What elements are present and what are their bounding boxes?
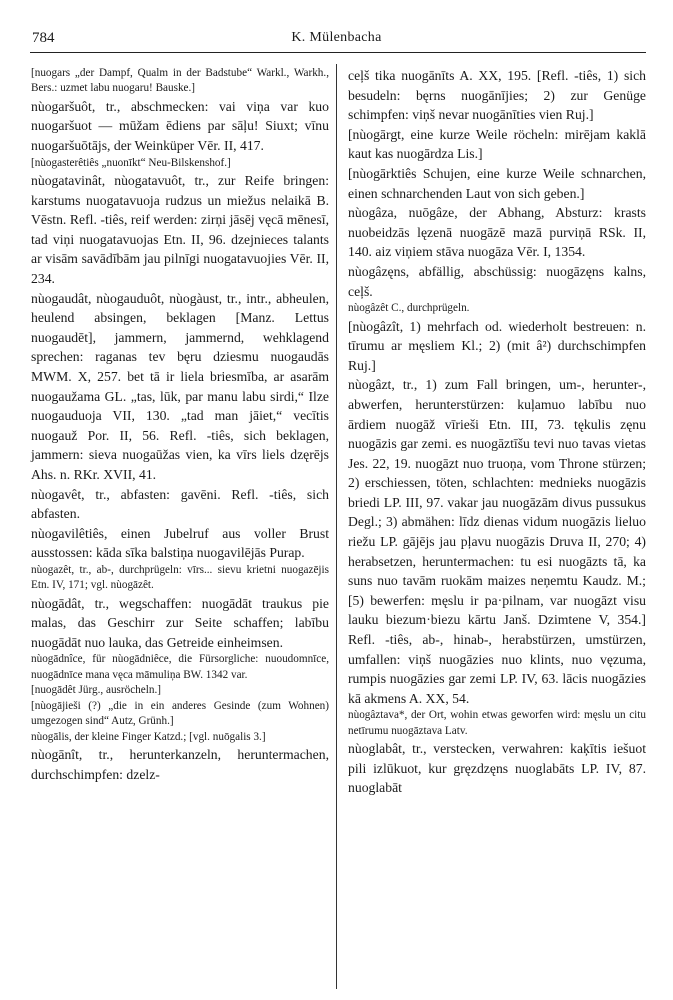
right-column [348,66,646,798]
dictionary-entry: nùoglabât, tr., verstecken, verwahren: kaķītis iešuot pili izlūkuot, kur gręzdzęns nuoglabāts LP. IV, 87. nuoglabāt [348,741,646,796]
dictionary-entry: nùogazêt, tr., ab-, durchprügeln: vīrs... sievu krietni nuogazējis Etn. IV, 171; vgl. nùogāzêt. [31,563,329,592]
dictionary-entry: nùogādât, tr., wegschaffen: nuogādāt traukus pie malas, das Geschirr zur Seite schaffen; labību nuogādāt nuo lauka, das Getreide einheimsen. [31,595,329,650]
left-column [31,66,329,784]
dictionary-entry: nùogâza, nuōgâze, der Abhang, Absturz: krasts nuobeidzās lęzenā nuogāzē mazā purviņā RSk. II, 140. aiz viņiem stāva nuogāza Vēr. I, 1354. [348,205,646,260]
dictionary-entry: nùogānît, tr., herunterkanzeln, heruntermachen, durchschimpfen: dzelz- [31,746,329,782]
dictionary-entry: [nùogārgt, eine kurze Weile röcheln: mirējam kaklā kaut kas nuogārdza Lis.] [348,126,646,162]
dictionary-entry: nùogaršuôt, tr., abschmecken: vai viņa var kuo nuogaršuot — mūžam ēdiens par sāļu! Siuxt; vīnu nuogaršuōtājs, der Weinküper Vēr. II, 417. [31,98,329,153]
dictionary-entry: nùogâztava*, der Ort, wohin etwas geworfen wird: męslu un citu netīrumu nuogāztava Latv. [348,709,646,737]
dictionary-entry: [nùogājieši (?) „die in ein anderes Gesinde (zum Wohnen) umgezogen sind“ Autz, Grünh.] [31,699,329,728]
running-title: K. Mülenbacha [291,30,382,45]
dictionary-entry: nùogavilêtiês, einen Jubelruf aus voller Brust ausstossen: kāda sīka balstiņa nuogavilējās Purap. [31,525,329,561]
dictionary-entry: nùogâzt, tr., 1) zum Fall bringen, um-, herunter-, abwerfen, herunterstürzen: kuļamuo labību nuo ārdiem nuogāž vīrieši Etn. III, 73. tękulis zęnu nuogāzis gar zemi. es nuogāztīšu tevi nuo tavas vietas Jes. 22, 19. nuogāzt nuo truoņa, vom Throne stürzen; 2) erschiessen, töten, schlachten: mednieks nuogāzis briedi LP. III, 97. vakar jau nuogāzām divus pussukus Degl.; 3) abmähen: līdz dienas vidum nuogāzis lieluo riežu LP. gājējs jau pļavu nuogāzis Druva II, 270; 4) herabsetzen, heruntermachen: tu esi nuogāzts tā, ka suns nuo tavām ruokām maizes neņemtu Kaudz. M.; [5) bewerfen: męslu ir pa·pilnam, var nuogāzt visu lauku biezum·biezu kārtu Janš. Dzimtene V, 354.] Refl. -tiês, ab-, hinab-, herabstürzen, umstürzen, umfallen: viņš nuogāzies nuo klints, nuo vęzuma, rumpis nuogāzies gar zemi LP. IV, 63. lācis nuogāzies kā akmens A. XX, 54. [348,377,646,706]
dictionary-entry: nùogādnîce, für nùogādniêce, die Fürsorgliche: nuoudomnīce, nuogādnīce mana vęca māmuliņa BW. 1342 var. [31,653,329,681]
dictionary-entry: nùogavêt, tr., abfasten: gavēni. Refl. -tiês, sich abfasten. [31,486,329,522]
dictionary-entry: [nùogārktiês Schujen, eine kurze Weile schnarchen, einen schnarchenden Laut von sich geben.] [348,165,646,201]
dictionary-entry: [nuogars „der Dampf, Qualm in der Badstube“ Warkl., Warkh., Bers.: uzmet labu nuogaru! Bauske.] [31,67,329,95]
column-divider [336,64,337,989]
dictionary-entry: nùogatavinât, nùogatavuôt, tr., zur Reife bringen: karstums nuogatavuoja rudzus un miežus nelaikā B. Vēstn. Refl. -tiês, reif werden: zirņi jāsēj vęcā mēnesī, tad viņi nuogatavuojas Etn. II, 96. dzejnieces talants ar visām savādībām jau pilnīgi nuogatavuojies Vēr. II, 234. [31,173,329,286]
dictionary-entry: nùogâzęns, abfällig, abschüssig: nuogāzęns kalns, ceļš. [348,263,646,299]
dictionary-entry: nùogaudât, nùogauduôt, nùogàust, tr., intr., abheulen, heulend absingen, beklagen [Manz. Lettus nuogaudēt], jammern, jammernd, wehklagend sprechen: raganas tev bęru dziesmu nuogaudās MWM. X, 257. bet tā ir liela briesmība, ar asarām nuogaužama GL. „tas, lūk, par manu labu sirdi,“ Ilze nuogauduoja VII, 130. „tad man jāiet,“ vecītis nuogauž Por. II, 56. Refl. -tiês, sich beklagen, jammern: sieva nuogaūžas vien, ka vīrs liels dzęrējs Ahs. n. RKr. XVII, 41. [31,290,329,482]
dictionary-entry: [nùogâzît, 1) mehrfach od. wiederholt bestreuen: n. tīrumu ar męsliem Kl.; 2) (mit â²) durchschimpfen Ruj.] [348,318,646,373]
dictionary-entry: [nùogasterêtiês „nuonīkt“ Neu-Bilskenshof.] [31,156,231,169]
dictionary-entry: nùogâzêt C., durchprügeln. [348,302,470,315]
dictionary-entry: nùogālis, der kleine Finger Katzd.; [vgl. nuōgalis 3.] [31,730,266,743]
header-rule [30,52,646,53]
dictionary-entry: ceļš tika nuogānīts A. XX, 195. [Refl. -tiês, 1) sich besudeln: bęrns nuogānījies; 2) zur Genüge schimpfen: viņš nevar nuogānīties vien Ruj.] [348,68,646,123]
dictionary-entry: [nuogādêt Jürg., ausröcheln.] [31,684,161,697]
page-number: 784 [32,30,55,46]
